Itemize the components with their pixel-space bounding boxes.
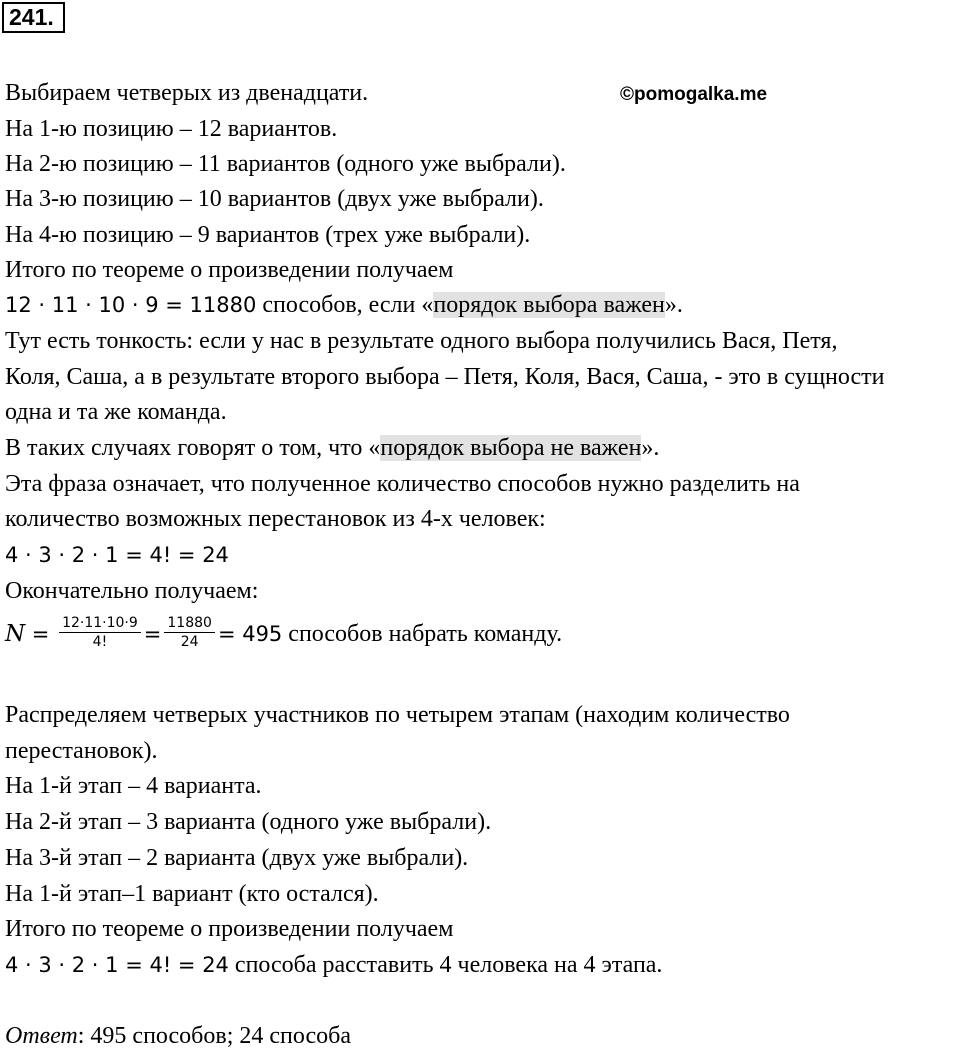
factorial-formula: 4 · 3 · 2 · 1 = 4! = 24 xyxy=(5,543,229,567)
text-line: На 1-й этап–1 вариант (кто остался). xyxy=(5,881,379,907)
fraction-product xyxy=(59,614,141,651)
text-line xyxy=(5,433,659,463)
text-line: На 3-ю позицию – 10 вариантов (двух уже выбрали). xyxy=(5,186,544,212)
formula-line xyxy=(5,290,683,320)
highlight-order-matters: порядок выбора важен xyxy=(433,292,665,318)
text-fragment: ». xyxy=(641,435,660,461)
text-line: На 2-й этап – 3 варианта (одного уже выбрали). xyxy=(5,809,492,835)
text-line: количество возможных перестановок из 4-х человек: xyxy=(5,506,546,532)
text-line: Итого по теореме о произведении получаем xyxy=(5,257,454,283)
answer-line xyxy=(5,1021,351,1051)
equals-sign: = xyxy=(25,622,57,646)
fraction-denominator: 4! xyxy=(92,633,108,650)
formula-line xyxy=(5,950,662,980)
text-line: Распределяем четверых участников по четырем этапам (находим количество xyxy=(5,702,790,728)
task-number: 241. xyxy=(2,2,65,33)
text-line: На 1-ю позицию – 12 вариантов. xyxy=(5,116,338,142)
result-value: = 495 xyxy=(217,622,283,646)
fraction-denominator: 24 xyxy=(180,633,199,650)
text-line: перестановок). xyxy=(5,738,158,764)
text-line: На 4-ю позицию – 9 вариантов (трех уже выбрали). xyxy=(5,222,531,248)
watermark: ©pomogalka.me xyxy=(620,84,768,105)
text-line: На 2-ю позицию – 11 вариантов (одного уже выбрали). xyxy=(5,151,566,177)
text-fragment: способа расставить 4 человека на 4 этапа. xyxy=(228,952,663,978)
text-line: Эта фраза означает, что полученное количество способов нужно разделить на xyxy=(5,471,800,497)
answer-text: : 495 способов; 24 способа xyxy=(77,1023,351,1049)
factorial-formula: 4 · 3 · 2 · 1 = 4! = 24 xyxy=(5,953,229,977)
text-line: одна и та же команда. xyxy=(5,399,227,425)
text-line: Коля, Саша, а в результате второго выбора – Петя, Коля, Вася, Саша, - это в сущности xyxy=(5,364,885,390)
equals-sign: = xyxy=(143,622,162,646)
highlight-order-not-matters: порядок выбора не важен xyxy=(380,435,642,461)
text-fragment: В таких случаях говорят о том, что « xyxy=(5,435,381,461)
variable-n: N xyxy=(5,621,26,647)
text-fragment: способов набрать команду. xyxy=(282,621,563,647)
product-formula: 12 · 11 · 10 · 9 = 11880 xyxy=(5,293,257,317)
text-line: Тут есть тонкость: если у нас в результате одного выбора получились Вася, Петя, xyxy=(5,328,838,354)
text-fragment: ». xyxy=(664,292,683,318)
text-line: На 3-й этап – 2 варианта (двух уже выбрали). xyxy=(5,845,469,871)
text-fragment: способов, если « xyxy=(256,292,434,318)
text-line: На 1-й этап – 4 варианта. xyxy=(5,773,262,799)
fraction-numerator: 11880 xyxy=(164,614,215,633)
text-line: Выбираем четверых из двенадцати. xyxy=(5,80,369,106)
fraction-value xyxy=(164,614,215,651)
text-line: Окончательно получаем: xyxy=(5,578,259,604)
fraction-formula-line xyxy=(5,612,562,656)
formula-line xyxy=(5,540,229,570)
fraction-numerator: 12·11·10·9 xyxy=(59,614,141,633)
answer-label: Ответ xyxy=(5,1023,78,1049)
text-line: Итого по теореме о произведении получаем xyxy=(5,916,454,942)
